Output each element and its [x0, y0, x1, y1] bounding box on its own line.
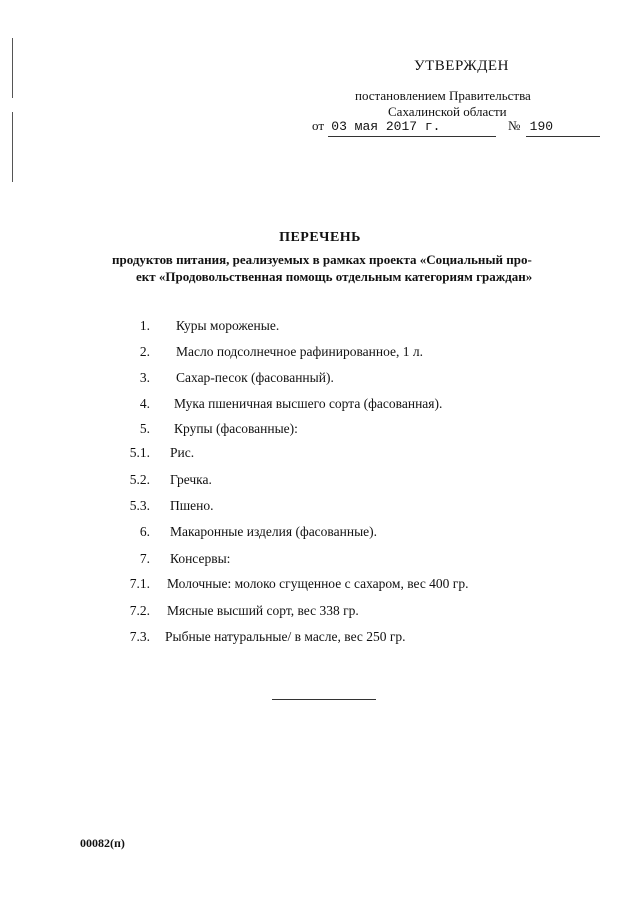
item-text: Макаронные изделия (фасованные).	[170, 524, 377, 539]
approval-line-1: постановлением Правительства	[355, 88, 531, 103]
approval-number	[508, 118, 553, 134]
item-text: Сахар-песок (фасованный).	[176, 370, 334, 385]
item-number: 1.	[139, 318, 150, 333]
item-text: Молочные: молоко сгущенное с сахаром, вес 400 гр.	[167, 576, 469, 591]
item-text: Гречка.	[170, 472, 212, 487]
date-underline	[328, 136, 496, 137]
item-text: Рыбные натуральные/ в масле, вес 250 гр.	[165, 629, 406, 644]
date-value: 03 мая 2017 г.	[331, 119, 441, 134]
date-prefix: от	[312, 118, 325, 133]
item-text: Мука пшеничная высшего сорта (фасованная).	[174, 396, 443, 411]
approval-date	[312, 118, 440, 134]
subtitle-line-1: продуктов питания, реализуемых в рамках проекта «Социальный про-	[112, 252, 532, 267]
scan-edge-mark	[12, 112, 13, 182]
item-number: 2.	[139, 344, 150, 359]
item-number: 4.	[139, 396, 150, 411]
item-number: 7.2.	[129, 603, 150, 618]
item-number: 7.3.	[129, 629, 150, 644]
item-number: 7.	[139, 551, 150, 566]
item-number: 5.3.	[129, 498, 150, 513]
approval-heading: УТВЕРЖДЕН	[414, 58, 509, 74]
item-number: 7.1.	[129, 576, 150, 591]
approval-line-2: Сахалинской области	[388, 104, 507, 119]
number-value: 190	[529, 119, 554, 134]
item-number: 3.	[139, 370, 150, 385]
item-text: Куры мороженые.	[176, 318, 280, 333]
item-number: 6.	[139, 524, 150, 539]
item-text: Пшено.	[170, 498, 214, 513]
document-title: ПЕРЕЧЕНЬ	[279, 230, 361, 245]
item-text: Консервы:	[170, 551, 231, 566]
scan-edge-mark	[12, 38, 13, 98]
item-number: 5.	[139, 421, 150, 436]
number-underline	[526, 136, 600, 137]
item-text: Рис.	[170, 445, 195, 460]
document-subtitle	[112, 251, 602, 285]
footer-code: 00082(п)	[80, 836, 125, 850]
item-number: 5.1.	[129, 445, 150, 460]
number-prefix: №	[508, 118, 521, 133]
item-text: Мясные высший сорт, вес 338 гр.	[167, 603, 359, 618]
end-separator	[272, 699, 376, 700]
item-text: Крупы (фасованные):	[174, 421, 298, 436]
subtitle-line-2: ект «Продовольственная помощь отдельным категориям граждан»	[136, 269, 533, 284]
item-text: Масло подсолнечное рафинированное, 1 л.	[176, 344, 423, 359]
item-number: 5.2.	[129, 472, 150, 487]
